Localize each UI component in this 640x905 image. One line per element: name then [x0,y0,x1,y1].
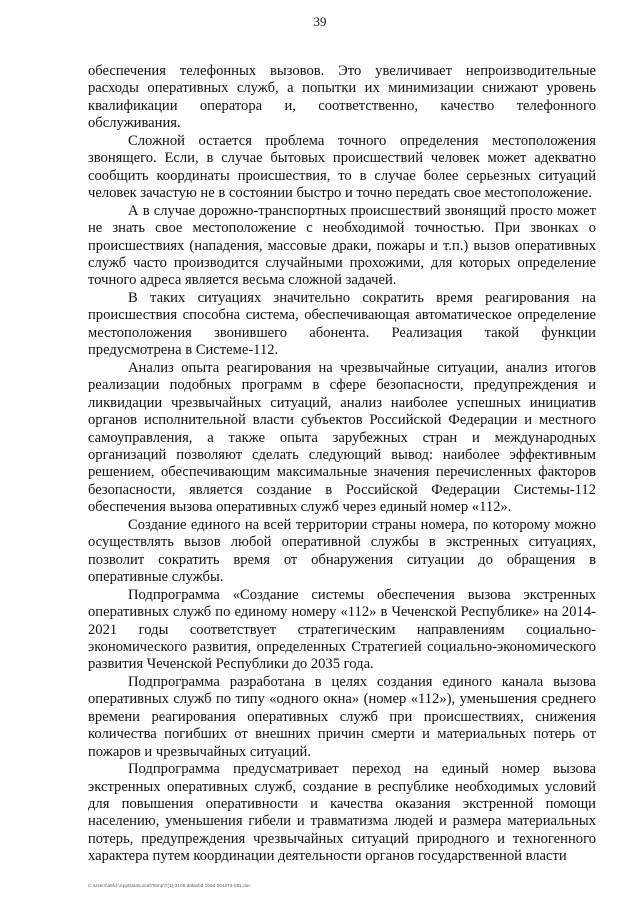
paragraph: Подпрограмма предусматривает переход на единый номер вызова экстренных оперативных служб, создание в республике необходимых условий для повышения оперативности и качества оказания экстренной помощи населению, уменьшения гибели и травматизма людей и размера материальных потерь, предупреждения чрезвычайных ситуаций природного и техногенного характера путем координации деятельности органов государственной власти [88,761,596,865]
paragraph: Создание единого на всей территории страны номера, по которому можно осуществлять вызов любой оперативной службы в экстренных ситуациях, позволит сократить время от обнаружения ситуации до обращения в оперативные службы. [88,516,596,586]
paragraph: Сложной остается проблема точного определения местоположения звонящего. Если, в случае бытовых происшествий человек может адекватно сообщить координаты происшествия, то в случае более серьезных ситуаций человек зачастую не в состоянии быстро и точно передать свое местоположение. [88,132,596,202]
paragraph: обеспечения телефонных вызовов. Это увеличивает непроизводительные расходы оперативных служб, а попытки их минимизации снижают уровень квалификации оператора и, соответственно, качество телефонного обслуживания. [88,63,596,132]
paragraph: Подпрограмма «Создание системы обеспечения вызова экстренных оперативных служб по единому номеру «112» в Чеченской Республике» на 2014-2021 годы соответствует стратегическим направлениям социально-экономического развития, определенных Стратегией социально-экономического развития Чеченской Республики до 2035 года. [88,586,596,673]
paragraph: В таких ситуациях значительно сократить время реагирования на происшествия способна система, обеспечивающая автоматическое определение местоположения звонившего абонента. Реализация такой функции предусмотрена в Системе-112. [88,289,596,359]
file-path-footer: C:\Users\a6fd-\AppData\Local\Temp\T(1)-3106 dataxbd 1b9d-004273-051.doc [88,883,251,888]
paragraph: А в случае дорожно-транспортных происшествий звонящий просто может не знать свое местоположение с необходимой точностью. При звонках о происшествиях (нападения, массовые драки, пожары и т.п.) вызов оперативных служб часто производится случайными прохожими, для которых определение точного адреса является весьма сложной задачей. [88,202,596,289]
paragraph: Анализ опыта реагирования на чрезвычайные ситуации, анализ итогов реализации подобных программ в сфере безопасности, предупреждения и ликвидации чрезвычайных ситуаций, анализ наиболее успешных инициатив органов исполнительной власти субъектов Российской Федерации и местного самоуправления, а также опыта зарубежных стран и международных организаций позволяют сделать следующий вывод: наиболее эффективным решением, обеспечивающим максимальные значения перечисленных факторов безопасности, является создание в Российской Федерации Системы-112 обеспечения вызова оперативных служб через единый номер «112». [88,359,596,516]
body-text [88,63,596,866]
paragraph: Подпрограмма разработана в целях создания единого канала вызова оперативных служб по типу «одного окна» (номер «112»), уменьшения среднего времени реагирования оперативных служб при происшествиях, снижения количества погибших от внешних причин смерти и материальных потерь от пожаров и чрезвычайных ситуаций. [88,673,596,760]
page-number: 39 [313,14,327,29]
